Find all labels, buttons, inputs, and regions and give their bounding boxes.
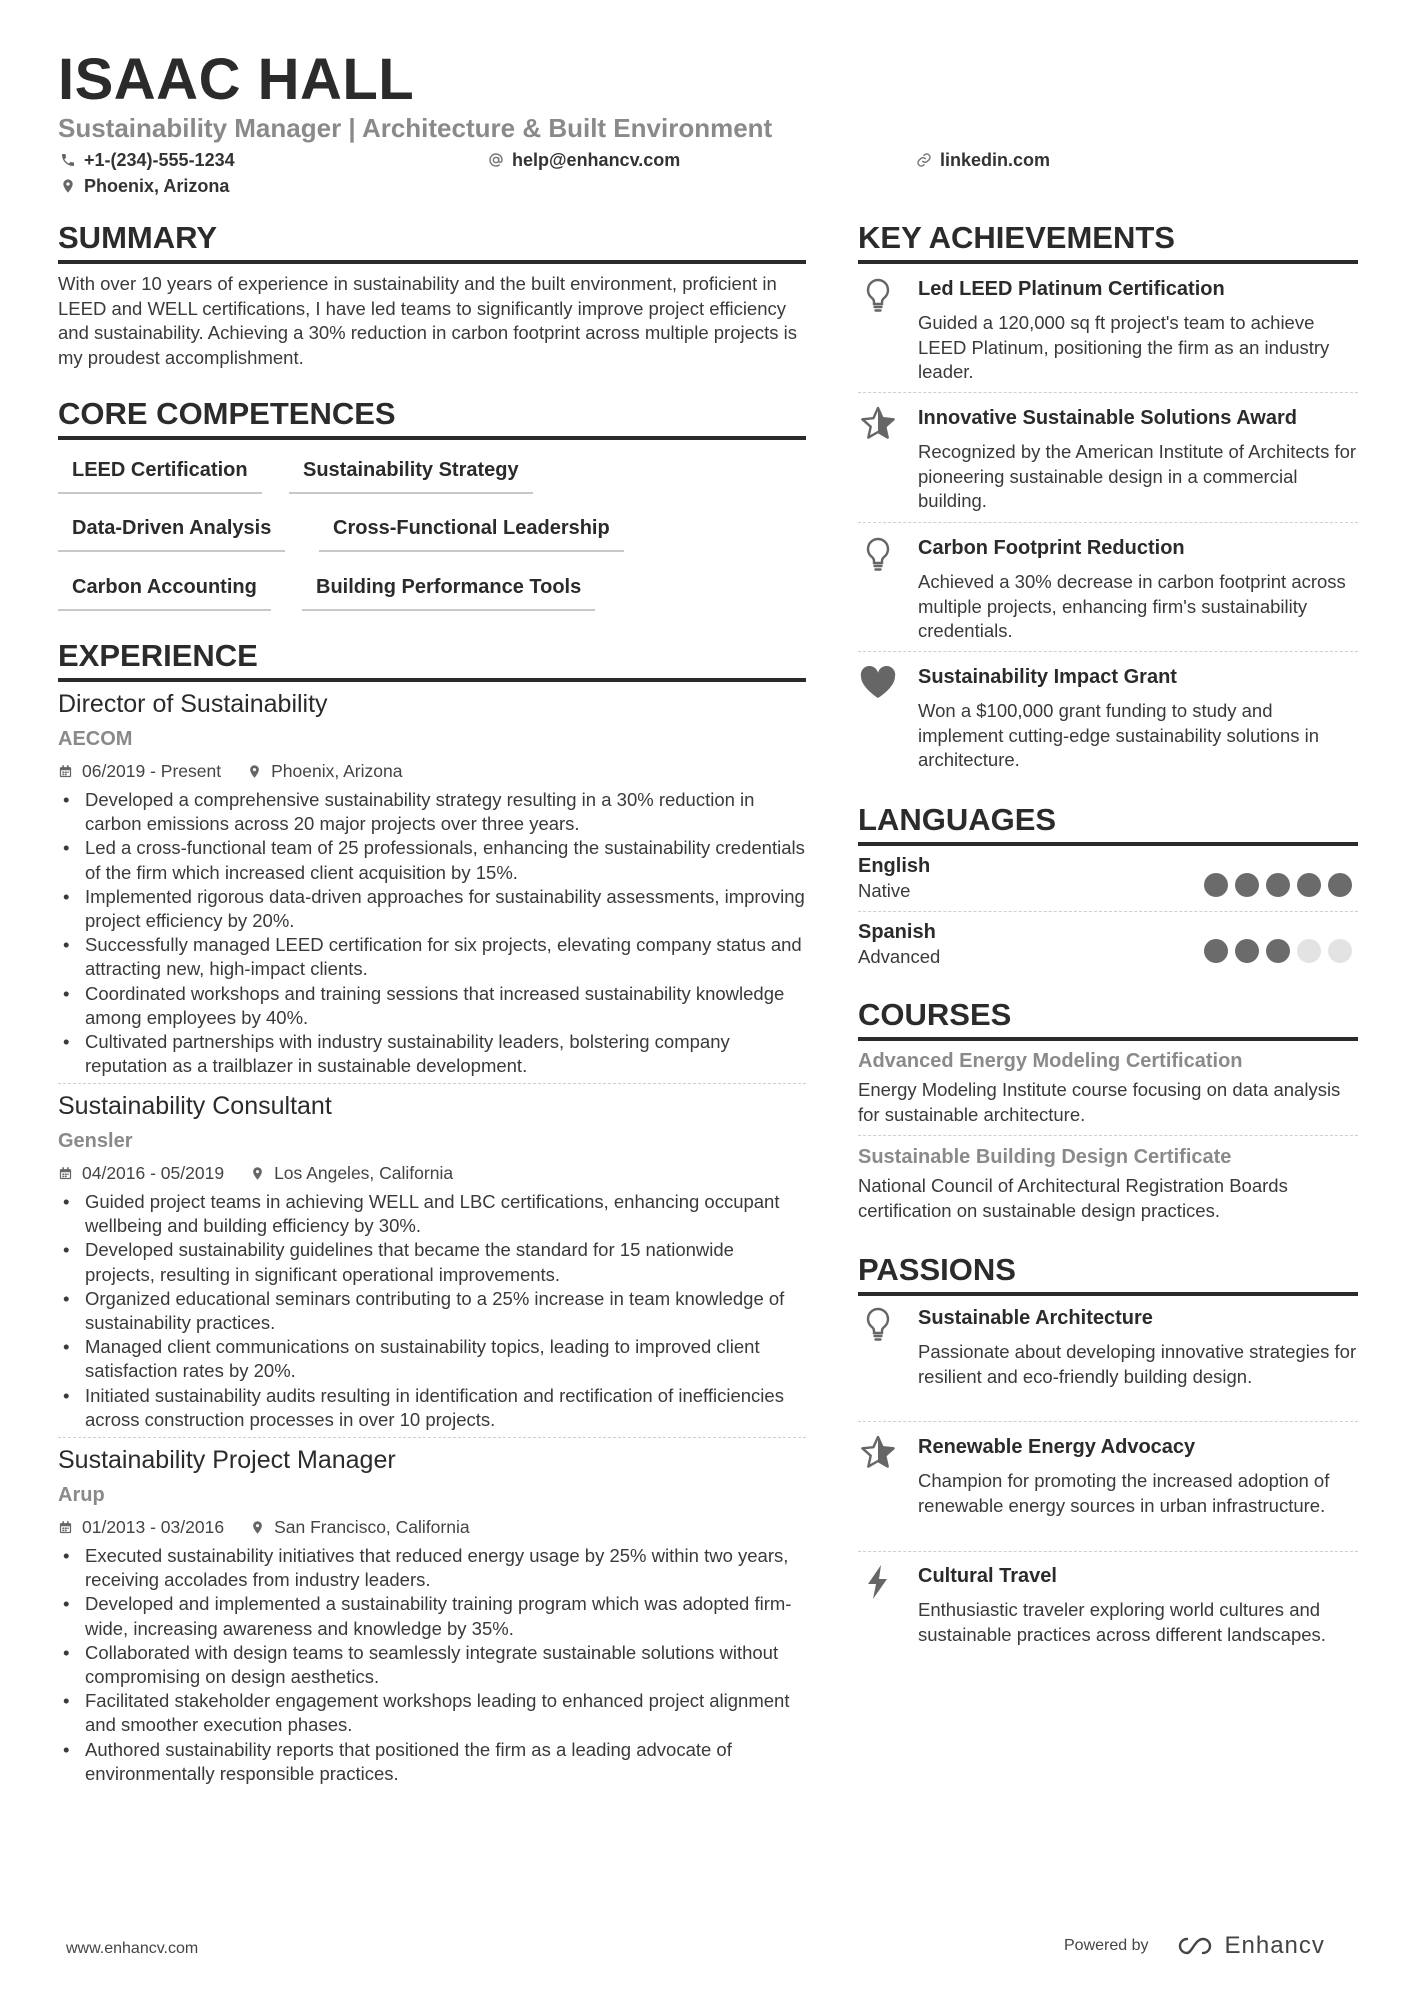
divider [858,1421,1358,1422]
divider [858,522,1358,523]
competence-tag: LEED Certification [58,456,262,494]
passion-desc: Enthusiastic traveler exploring world cultures and sustainable practices across different landscapes. [918,1599,1326,1645]
language-name: Spanish [858,921,936,943]
job-bullets [58,1544,806,1786]
location-pin-icon [250,1166,265,1181]
rating-dot-filled [1266,939,1290,963]
candidate-subtitle: Sustainability Manager | Architecture & Built Environment [58,113,773,143]
enhancv-logo-icon [1173,1934,1217,1958]
achievement-title: Carbon Footprint Reduction [918,537,1185,559]
competence-tag: Cross-Functional Leadership [319,514,624,552]
summary-heading: SUMMARY [58,218,806,264]
phone-icon [60,152,76,168]
calendar-icon [58,1166,73,1181]
job-bullets [58,1190,806,1432]
linkedin-text: linkedin.com [940,150,1051,170]
divider [58,1437,806,1438]
location-pin-icon [250,1520,265,1535]
achievement-desc: Achieved a 30% decrease in carbon footprint across multiple projects, enhancing firm's sustainability credentials. [918,571,1346,641]
language-name: English [858,855,931,877]
divider [58,1083,806,1084]
rating-dot-filled [1204,873,1228,897]
company-name: AECOM [58,728,133,750]
job-meta [58,1516,806,1538]
location-pin-icon [60,178,76,194]
course-desc: National Council of Architectural Registration Boards certification on sustainable design practices. [858,1175,1288,1221]
job-dates: 01/2013 - 03/2016 [82,1517,225,1537]
rating-dot-filled [1328,873,1352,897]
job-title: Director of Sustainability [58,690,328,718]
passions-heading: PASSIONS [858,1250,1358,1296]
language-level: Advanced [858,946,941,967]
job-dates: 04/2016 - 05/2019 [82,1163,225,1183]
passion-title: Sustainable Architecture [918,1307,1153,1329]
experience-entry [58,1444,806,1786]
experience-entry [58,688,806,1078]
language-item [858,919,1358,969]
divider [858,911,1358,912]
contact-email[interactable] [488,148,680,172]
divider [858,1135,1358,1136]
passion-title: Cultural Travel [918,1565,1057,1587]
company-name: Gensler [58,1130,133,1152]
job-bullet: • Managed client communications on sustainability topics, leading to improved client satisfaction rates by 20%. [58,1335,806,1383]
competence-tag: Data-Driven Analysis [58,514,285,552]
job-bullet: • Developed sustainability guidelines that became the standard for 15 nationwide projects, resulting in significant operational improvements. [58,1238,806,1286]
calendar-icon [58,764,73,779]
course-desc: Energy Modeling Institute course focusing on data analysis for sustainable architecture. [858,1079,1341,1125]
experience-heading: EXPERIENCE [58,636,806,682]
rating-dot-filled [1266,873,1290,897]
competence-tag: Sustainability Strategy [289,456,533,494]
achievements-heading: KEY ACHIEVEMENTS [858,218,1358,264]
achievement-title: Innovative Sustainable Solutions Award [918,407,1297,429]
courses-heading: COURSES [858,995,1358,1041]
lightbulb-icon [858,275,898,315]
achievement-desc: Recognized by the American Institute of Architects for pioneering sustainable design in a commercial building. [918,441,1357,511]
rating-dot-empty [1297,939,1321,963]
contact-location [60,174,229,198]
competence-tag: Carbon Accounting [58,573,271,611]
footer-website[interactable]: www.enhancv.com [66,1940,199,1957]
job-title: Sustainability Consultant [58,1092,332,1120]
experience-entry [58,1090,806,1432]
brand-text: Enhancv [1224,1932,1325,1959]
job-bullet: • Coordinated workshops and training sessions that increased sustainability knowledge among employees by 40%. [58,982,806,1030]
job-bullet: • Collaborated with design teams to seamlessly integrate sustainable solutions without compromising on design aesthetics. [58,1641,806,1689]
footer-branding [1064,1932,1325,1960]
email-text: help@enhancv.com [512,150,681,170]
job-bullet: • Successfully managed LEED certification for six projects, elevating company status and attracting new, high-impact clients. [58,933,806,981]
job-bullet: • Executed sustainability initiatives that reduced energy usage by 25% within two years, receiving accolades from industry leaders. [58,1544,806,1592]
competences-heading: CORE COMPETENCES [58,394,806,440]
location-text: Phoenix, Arizona [84,176,230,196]
passion-title: Renewable Energy Advocacy [918,1436,1196,1458]
course-title: Advanced Energy Modeling Certification [858,1050,1243,1072]
job-location: Los Angeles, California [274,1163,454,1183]
achievement-desc: Won a $100,000 grant funding to study and implement cutting-edge sustainability solutions in architecture. [918,700,1320,770]
language-rating [1204,873,1352,897]
location-pin-icon [247,764,262,779]
powered-by-label: Powered by [1064,1937,1149,1954]
bolt-icon [858,1562,898,1602]
at-icon [488,152,504,168]
job-bullet: • Led a cross-functional team of 25 professionals, enhancing the sustainability credentials of the firm which increased client acquisition by 15%. [58,836,806,884]
contact-phone [60,148,235,172]
phone-text: +1-(234)-555-1234 [84,150,235,170]
star-icon [858,1433,898,1473]
contact-linkedin[interactable] [916,148,1050,172]
job-bullet: • Implemented rigorous data-driven approaches for sustainability assessments, improving project efficiency by 20%. [58,885,806,933]
company-name: Arup [58,1484,105,1506]
rating-dot-filled [1297,873,1321,897]
job-bullet: • Organized educational seminars contributing to a 25% increase in team knowledge of sustainability practices. [58,1287,806,1335]
job-meta [58,760,806,782]
star-icon [858,404,898,444]
job-title: Sustainability Project Manager [58,1446,396,1474]
rating-dot-filled [1204,939,1228,963]
passion-desc: Passionate about developing innovative strategies for resilient and eco-friendly building design. [918,1341,1357,1387]
enhancv-logo[interactable] [1173,1932,1325,1960]
candidate-name: ISAAC HALL [58,47,415,112]
course-title: Sustainable Building Design Certificate [858,1146,1232,1168]
passion-desc: Champion for promoting the increased adoption of renewable energy sources in urban infrastructure. [918,1470,1330,1516]
lightbulb-icon [858,534,898,574]
job-bullet: • Cultivated partnerships with industry sustainability leaders, bolstering company reputation as a trailblazer in sustainable development. [58,1030,806,1078]
job-bullet: • Facilitated stakeholder engagement workshops leading to enhanced project alignment and smoother execution phases. [58,1689,806,1737]
job-bullet: • Developed and implemented a sustainability training program which was adopted firm-wide, increasing awareness and knowledge by 35%. [58,1592,806,1640]
job-dates: 06/2019 - Present [82,761,222,781]
achievement-desc: Guided a 120,000 sq ft project's team to achieve LEED Platinum, positioning the firm as an industry leader. [918,312,1330,382]
job-bullet: • Developed a comprehensive sustainability strategy resulting in a 30% reduction in carbon emissions across 20 major projects over three years. [58,788,806,836]
divider [858,651,1358,652]
job-bullet: • Authored sustainability reports that positioned the firm as a leading advocate of environmentally responsible practices. [58,1738,806,1786]
rating-dot-filled [1235,939,1259,963]
rating-dot-empty [1328,939,1352,963]
calendar-icon [58,1520,73,1535]
job-location: San Francisco, California [274,1517,470,1537]
achievement-title: Sustainability Impact Grant [918,666,1177,688]
summary-text: With over 10 years of experience in sustainability and the built environment, proficient in LEED and WELL certifications, I have led teams to significantly improve project efficiency and sustainability. Achieving a 30% reduction in carbon footprint across multiple projects is my proudest accomplishment. [58,273,798,368]
language-item [858,853,1358,903]
job-bullets [58,788,806,1078]
competence-tag: Building Performance Tools [302,573,595,611]
job-bullet: • Initiated sustainability audits resulting in identification and rectification of inefficiencies across construction processes in over 10 projects. [58,1384,806,1432]
job-location: Phoenix, Arizona [271,761,403,781]
achievement-title: Led LEED Platinum Certification [918,278,1225,300]
link-icon [916,152,932,168]
languages-heading: LANGUAGES [858,800,1358,846]
job-meta [58,1162,806,1184]
divider [858,1551,1358,1552]
divider [858,392,1358,393]
language-level: Native [858,880,911,901]
heart-icon [858,663,898,703]
job-bullet: • Guided project teams in achieving WELL and LBC certifications, enhancing occupant wellbeing and building efficiency by 30%. [58,1190,806,1238]
rating-dot-filled [1235,873,1259,897]
language-rating [1204,939,1352,963]
lightbulb-icon [858,1304,898,1344]
